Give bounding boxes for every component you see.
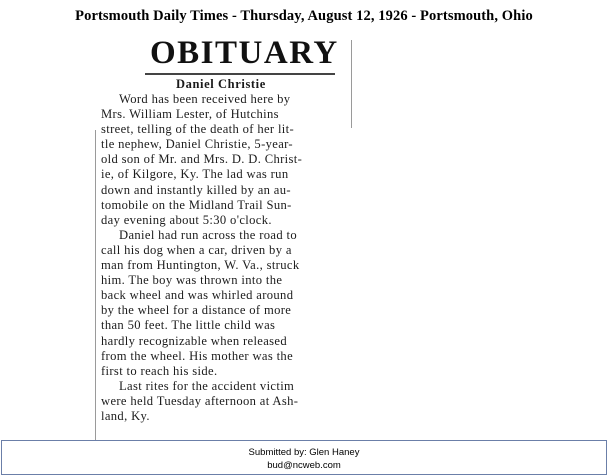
article-body bbox=[101, 92, 373, 424]
article-line: Word has been received here by bbox=[119, 92, 291, 106]
article-line: man from Huntington, W. Va., struck bbox=[101, 258, 300, 273]
newspaper-clipping bbox=[95, 30, 385, 430]
article-line: by the wheel for a distance of more bbox=[101, 303, 292, 318]
clipping-edge-left bbox=[95, 130, 96, 460]
heading-rule bbox=[145, 73, 335, 75]
article-line: him. The boy was thrown into the bbox=[101, 273, 283, 288]
article-line: tomobile on the Midland Trail Sun- bbox=[101, 197, 292, 212]
article-byline: Daniel Christie bbox=[176, 77, 266, 91]
page-header: Portsmouth Daily Times - Thursday, August 12, 1926 - Portsmouth, Ohio bbox=[75, 8, 533, 24]
submitted-by: Submitted by: Glen Haney bbox=[248, 447, 360, 458]
article-line: down and instantly killed by an au- bbox=[101, 182, 291, 197]
submitter-email: bud@ncweb.com bbox=[267, 460, 341, 471]
article-line: land, Ky. bbox=[101, 408, 150, 423]
article-line: Mrs. William Lester, of Hutchins bbox=[101, 107, 279, 122]
article-line: street, telling of the death of her lit- bbox=[101, 122, 295, 137]
obituary-heading: OBITUARY bbox=[150, 35, 339, 71]
submission-footer bbox=[1, 440, 607, 475]
article-line: tle nephew, Daniel Christie, 5-year- bbox=[101, 137, 293, 152]
article-line: hardly recognizable when released bbox=[101, 333, 288, 348]
article-line: Last rites for the accident victim bbox=[119, 378, 295, 393]
article-line: than 50 feet. The little child was bbox=[101, 318, 276, 333]
article-line: ie, of Kilgore, Ky. The lad was run bbox=[101, 167, 289, 182]
article-line: back wheel and was whirled around bbox=[101, 288, 294, 303]
article-line: day evening about 5:30 o'clock. bbox=[101, 212, 272, 227]
article-line: call his dog when a car, driven by a bbox=[101, 242, 292, 257]
article-line: were held Tuesday afternoon at Ash- bbox=[101, 393, 299, 408]
article-line: first to reach his side. bbox=[101, 363, 218, 378]
article-line: from the wheel. His mother was the bbox=[101, 348, 294, 363]
article-line: old son of Mr. and Mrs. D. D. Christ- bbox=[101, 152, 303, 167]
article-line: Daniel had run across the road to bbox=[119, 227, 298, 242]
